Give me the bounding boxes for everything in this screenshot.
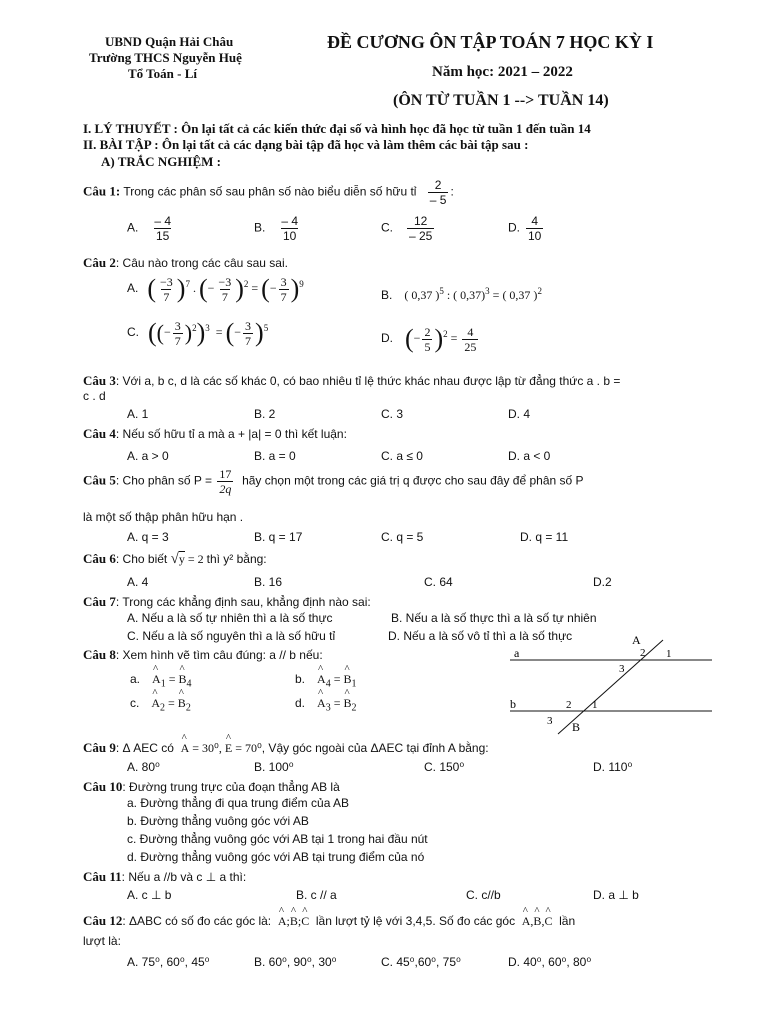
q2-option-d[interactable]: D. (− $\frac{2}{5}$ )$^2$ = $\frac{4}{25}$ bbox=[381, 324, 477, 354]
q2-option-a[interactable]: A. ( $\frac{-3}{7}$ )$^7$ . (− $\frac{-3}{7}$ )$^2$ = (− $\frac{3}{7}$ )$^9$ bbox=[127, 274, 304, 304]
q3-option-c[interactable]: C. 3 bbox=[381, 407, 404, 421]
q12-option-d[interactable]: D. 40⁰, 60⁰, 80⁰ bbox=[508, 955, 592, 969]
label-a: a bbox=[514, 646, 520, 660]
question-7: Câu 7: Trong các khẳng định sau, khẳng định nào sai: bbox=[83, 594, 371, 609]
question-3-cont: c . d bbox=[83, 389, 106, 403]
q9-option-c[interactable]: C. 150⁰ bbox=[424, 760, 465, 774]
question-1: Câu 1: Trong các phân số sau phân số nào biểu diễn số hữu tỉ $\frac{2}{- 5}$ : bbox=[83, 178, 454, 207]
q12-option-a[interactable]: A. 75⁰, 60⁰, 45⁰ bbox=[127, 955, 210, 969]
q11-option-d[interactable]: D. a ⊥ b bbox=[593, 888, 639, 902]
q7-option-d[interactable]: D. Nếu a là số vô tỉ thì a là số thực bbox=[388, 629, 573, 643]
question-6: Câu 6: Cho biết √y = 2 thì y² bằng: bbox=[83, 551, 267, 567]
question-10: Câu 10: Đường trung trực của đoạn thẳng AB là bbox=[83, 779, 340, 794]
question-12: Câu 12: ΔABC có số đo các góc là: ^ A;^ B;^ C lần lượt tỷ lệ với 3,4,5. Số đo các góc ^ A,^ B,^ C lần bbox=[83, 913, 575, 929]
angle-b2: 2 bbox=[566, 699, 572, 711]
review-scope: (ÔN TỪ TUẦN 1 --> TUẦN 14) bbox=[393, 92, 609, 109]
angle-b3: 3 bbox=[547, 715, 553, 727]
question-5: Câu 5: Cho phân số P = $\frac{17}{2q}$ hãy chọn một trong các giá trị q được cho sau đây để phân số P bbox=[83, 467, 584, 496]
q12-option-c[interactable]: C. 45⁰,60⁰, 75⁰ bbox=[381, 955, 461, 969]
q9-option-a[interactable]: A. 80⁰ bbox=[127, 760, 160, 774]
question-4: Câu 4: Nếu số hữu tỉ a mà a + |a| = 0 thì kết luận: bbox=[83, 426, 347, 441]
q5-option-a[interactable]: A. q = 3 bbox=[127, 530, 169, 544]
q7-option-b[interactable]: B. Nếu a là số thực thì a là số tự nhiên bbox=[391, 611, 597, 625]
school-name: Trường THCS Nguyễn Huệ bbox=[89, 50, 242, 65]
school-district: UBND Quận Hải Châu bbox=[105, 34, 234, 49]
q1-option-c[interactable]: C. $\frac{12}{- 25}$ bbox=[381, 214, 433, 243]
question-9: Câu 9: Δ AEC có ^ A = 30⁰, ^ E = 70⁰, Vậy góc ngoài của ΔAEC tại đỉnh A bằng: bbox=[83, 740, 489, 756]
q4-option-c[interactable]: C. a ≤ 0 bbox=[381, 449, 423, 463]
q5-option-b[interactable]: B. q = 17 bbox=[254, 530, 303, 544]
q10-option-a[interactable]: a. Đường thẳng đi qua trung điểm của AB bbox=[127, 796, 350, 810]
q4-option-a[interactable]: A. a > 0 bbox=[127, 449, 169, 463]
section-exercises: II. BÀI TẬP : Ôn lại tất cả các dạng bài tập đã học và làm thêm các bài tập sau : bbox=[83, 137, 529, 152]
q2-option-b[interactable]: B. ( 0,37 )$^5$ : ( 0,37)$^3$ = ( 0,37 )$^2$ bbox=[381, 286, 542, 302]
q10-option-d[interactable]: d. Đường thẳng vuông góc với AB tại trung điểm của nó bbox=[127, 850, 425, 864]
q7-option-c[interactable]: C. Nếu a là số nguyên thì a là số hữu tỉ bbox=[127, 629, 336, 643]
angle-a3: 3 bbox=[619, 663, 625, 675]
q1-option-b[interactable]: B. $\frac{- 4}{10}$ bbox=[254, 214, 299, 243]
q3-option-b[interactable]: B. 2 bbox=[254, 407, 276, 421]
q3-option-d[interactable]: D. 4 bbox=[508, 407, 531, 421]
q11-option-b[interactable]: B. c // a bbox=[296, 888, 337, 902]
label-point-a: A bbox=[632, 633, 641, 647]
q8-option-a[interactable]: a. ^ $A_1$ = ^ $B_4$ bbox=[130, 672, 191, 689]
question-12-cont: lượt là: bbox=[83, 934, 121, 948]
q8-option-b[interactable]: b. ^ $A_4$ = ^ $B_1$ bbox=[295, 672, 356, 689]
q9-option-b[interactable]: B. 100⁰ bbox=[254, 760, 294, 774]
question-2: Câu 2: Câu nào trong các câu sau sai. bbox=[83, 255, 288, 270]
q10-option-c[interactable]: c. Đường thẳng vuông góc với AB tại 1 trong hai đầu nút bbox=[127, 832, 428, 846]
q11-option-a[interactable]: A. c ⊥ b bbox=[127, 888, 172, 902]
q8-option-d[interactable]: d. ^ $A_3$ = ^ $B_2$ bbox=[295, 696, 356, 713]
angle-a1: 1 bbox=[666, 648, 672, 660]
q10-option-b[interactable]: b. Đường thẳng vuông góc với AB bbox=[127, 814, 309, 828]
q4-option-d[interactable]: D. a < 0 bbox=[508, 449, 551, 463]
q6-option-c[interactable]: C. 64 bbox=[424, 575, 453, 589]
label-b: b bbox=[510, 697, 516, 711]
section-theory: I. LÝ THUYẾT : Ôn lại tất cả các kiến thức đại số và hình học đã học từ tuần 1 đến tuần 14 bbox=[83, 121, 591, 136]
school-year: Năm học: 2021 – 2022 bbox=[432, 64, 573, 80]
department-name: Tổ Toán - Lí bbox=[128, 66, 198, 81]
q1-option-d[interactable]: D. $\frac{4}{10}$ bbox=[508, 214, 542, 243]
question-3: Câu 3: Với a, b c, d là các số khác 0, có bao nhiêu tỉ lệ thức khác nhau được lập từ đẳng thức a . b = bbox=[83, 373, 621, 388]
parallel-lines-figure bbox=[500, 630, 715, 740]
q7-option-a[interactable]: A. Nếu a là số tự nhiên thì a là số thực bbox=[127, 611, 333, 625]
q3-option-a[interactable]: A. 1 bbox=[127, 407, 149, 421]
question-8: Câu 8: Xem hình vẽ tìm câu đúng: a // b nếu: bbox=[83, 647, 323, 662]
q6-option-d[interactable]: D.2 bbox=[593, 575, 612, 589]
q11-option-c[interactable]: C. c//b bbox=[466, 888, 501, 902]
question-5-cont: là một số thập phân hữu hạn . bbox=[83, 510, 244, 524]
q6-option-b[interactable]: B. 16 bbox=[254, 575, 283, 589]
question-11: Câu 11: Nếu a //b và c ⊥ a thì: bbox=[83, 869, 247, 884]
q4-option-b[interactable]: B. a = 0 bbox=[254, 449, 296, 463]
section-multiple-choice: A) TRẮC NGHIỆM : bbox=[101, 154, 222, 169]
q5-option-c[interactable]: C. q = 5 bbox=[381, 530, 424, 544]
q9-option-d[interactable]: D. 110⁰ bbox=[593, 760, 633, 774]
angle-a2: 2 bbox=[640, 647, 646, 659]
q6-option-a[interactable]: A. 4 bbox=[127, 575, 149, 589]
q12-option-b[interactable]: B. 60⁰, 90⁰, 30⁰ bbox=[254, 955, 337, 969]
q5-option-d[interactable]: D. q = 11 bbox=[520, 530, 569, 544]
q2-option-c[interactable]: C. ((− $\frac{3}{7}$ )$^2$)$^3$ = (− $\frac{3}{7}$ )$^5$ bbox=[127, 318, 269, 348]
q8-option-c[interactable]: c. ^ $A_2$ = ^ $B_2$ bbox=[130, 696, 191, 713]
label-point-b: B bbox=[572, 720, 581, 734]
angle-b1: 1 bbox=[592, 699, 598, 711]
document-title: ĐỀ CƯƠNG ÔN TẬP TOÁN 7 HỌC KỲ I bbox=[327, 32, 654, 52]
q1-option-a[interactable]: A. $\frac{- 4}{15}$ bbox=[127, 214, 172, 243]
